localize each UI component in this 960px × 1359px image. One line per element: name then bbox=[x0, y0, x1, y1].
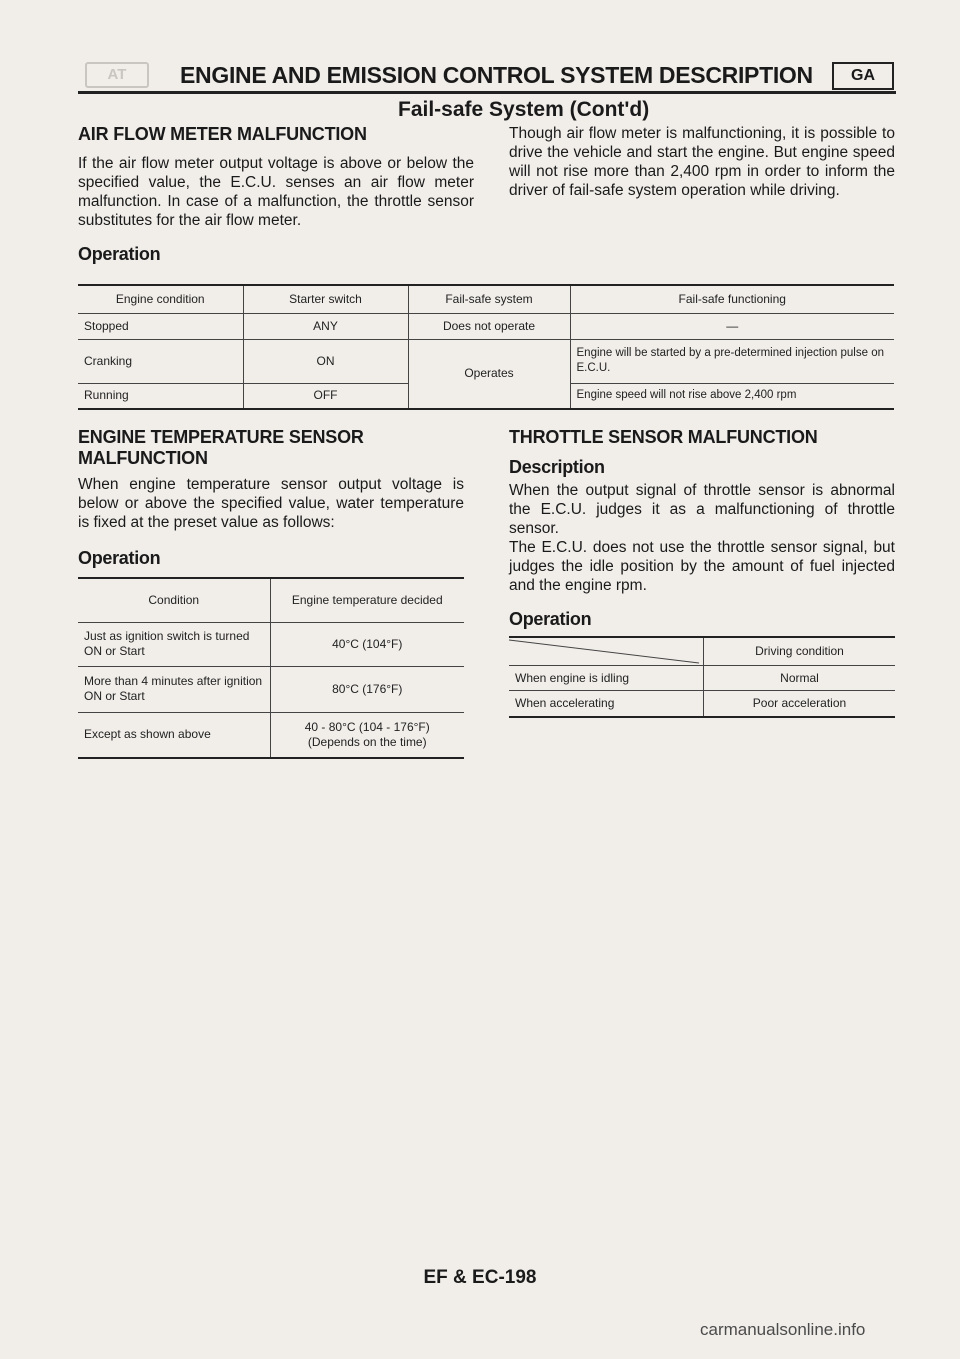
table-cell: More than 4 minutes after ignition ON or Start bbox=[78, 666, 270, 712]
table-cell: Does not operate bbox=[408, 313, 570, 339]
air-flow-operation-heading: Operation bbox=[78, 244, 161, 264]
air-flow-table-wrap bbox=[78, 284, 894, 410]
table-cell: Just as ignition switch is turned ON or Start bbox=[78, 622, 270, 666]
header-left-badge: AT bbox=[85, 62, 149, 88]
engine-temp-operation-heading: Operation bbox=[78, 548, 161, 568]
table-header: Driving condition bbox=[755, 644, 844, 658]
air-flow-section bbox=[78, 124, 474, 265]
table-cell: Running bbox=[78, 383, 243, 409]
watermark: carmanualsonline.info bbox=[700, 1320, 866, 1339]
table-header-diagonal bbox=[509, 637, 704, 666]
table-cell: OFF bbox=[243, 383, 408, 409]
page-number: EF & EC-198 bbox=[423, 1267, 537, 1288]
table-header: Fail-safe functioning bbox=[678, 291, 786, 306]
air-flow-text: If the air flow meter output voltage is above or below the specified value, the E.C.U. senses an air flow meter malfunction. In case of a malfunction, the throttle sensor substitutes for the air flow meter. bbox=[78, 155, 474, 229]
table-row bbox=[78, 622, 464, 666]
page-header-title: ENGINE AND EMISSION CONTROL SYSTEM DESCRIPTION bbox=[180, 62, 813, 88]
table-header: Engine temperature decided bbox=[291, 592, 443, 607]
table-header: Condition bbox=[78, 578, 270, 622]
throttle-section bbox=[509, 427, 895, 718]
table-row bbox=[78, 313, 894, 339]
table-cell: Normal bbox=[780, 670, 819, 685]
throttle-description-heading: Description bbox=[509, 457, 605, 477]
table-header: Fail-safe system bbox=[408, 285, 570, 313]
table-cell: 40°C (104°F) bbox=[332, 636, 403, 651]
engine-temp-heading bbox=[78, 427, 464, 469]
engine-temp-heading-line1: ENGINE TEMPERATURE SENSOR bbox=[78, 427, 364, 447]
throttle-text-2: The E.C.U. does not use the throttle sensor signal, but judges the idle position by the amount of fuel injected and the engine rpm. bbox=[509, 539, 895, 594]
table-cell: Engine speed will not rise above 2,400 rpm bbox=[576, 389, 797, 402]
table-cell: — bbox=[726, 318, 739, 333]
table-header: Starter switch bbox=[243, 285, 408, 313]
table-cell: When engine is idling bbox=[509, 666, 704, 691]
engine-temp-text: When engine temperature sensor output voltage is below or above the specified value, water temperature is fixed at the preset value as follows: bbox=[78, 476, 464, 531]
header-section-badge: GA bbox=[832, 62, 894, 90]
diagonal-divider bbox=[509, 638, 703, 665]
engine-temp-heading-line2: MALFUNCTION bbox=[78, 448, 208, 468]
throttle-operation-heading: Operation bbox=[509, 609, 592, 629]
header-rule bbox=[78, 91, 896, 94]
table-row bbox=[509, 666, 895, 691]
throttle-text-1: When the output signal of throttle sensor is abnormal the E.C.U. judges it as a malfunctioning of throttle sensor. bbox=[509, 482, 895, 537]
air-flow-heading: AIR FLOW METER MALFUNCTION bbox=[78, 124, 367, 144]
table-cell: Cranking bbox=[78, 339, 243, 383]
engine-temp-section bbox=[78, 427, 464, 759]
table-cell: When accelerating bbox=[509, 691, 704, 717]
table-cell: Poor acceleration bbox=[752, 695, 847, 710]
table-cell: Operates bbox=[408, 339, 570, 409]
table-row bbox=[78, 666, 464, 712]
air-flow-continued-text: Though air flow meter is malfunctioning, it is possible to drive the vehicle and start the engine. But engine speed will not rise more than 2,400 rpm in order to inform the driver of fail-safe system operation while driving. bbox=[509, 125, 895, 199]
engine-temp-table bbox=[78, 577, 464, 759]
air-flow-continued bbox=[509, 124, 895, 200]
table-row bbox=[509, 691, 895, 717]
table-cell: ANY bbox=[243, 313, 408, 339]
table-cell: Engine will be started by a pre-determined injection pulse on E.C.U. bbox=[576, 347, 884, 374]
throttle-table bbox=[509, 636, 895, 718]
table-row bbox=[78, 339, 894, 383]
table-cell: ON bbox=[243, 339, 408, 383]
table-cell: 80°C (176°F) bbox=[332, 681, 403, 696]
table-cell: 40 - 80°C (104 - 176°F) (Depends on the time) bbox=[304, 719, 430, 749]
table-cell: Except as shown above bbox=[78, 712, 270, 758]
air-flow-table bbox=[78, 284, 894, 410]
table-row bbox=[78, 712, 464, 758]
throttle-heading: THROTTLE SENSOR MALFUNCTION bbox=[509, 427, 818, 447]
table-cell: Stopped bbox=[78, 313, 243, 339]
page-subtitle: Fail-safe System (Cont'd) bbox=[398, 98, 650, 121]
table-header: Engine condition bbox=[78, 285, 243, 313]
